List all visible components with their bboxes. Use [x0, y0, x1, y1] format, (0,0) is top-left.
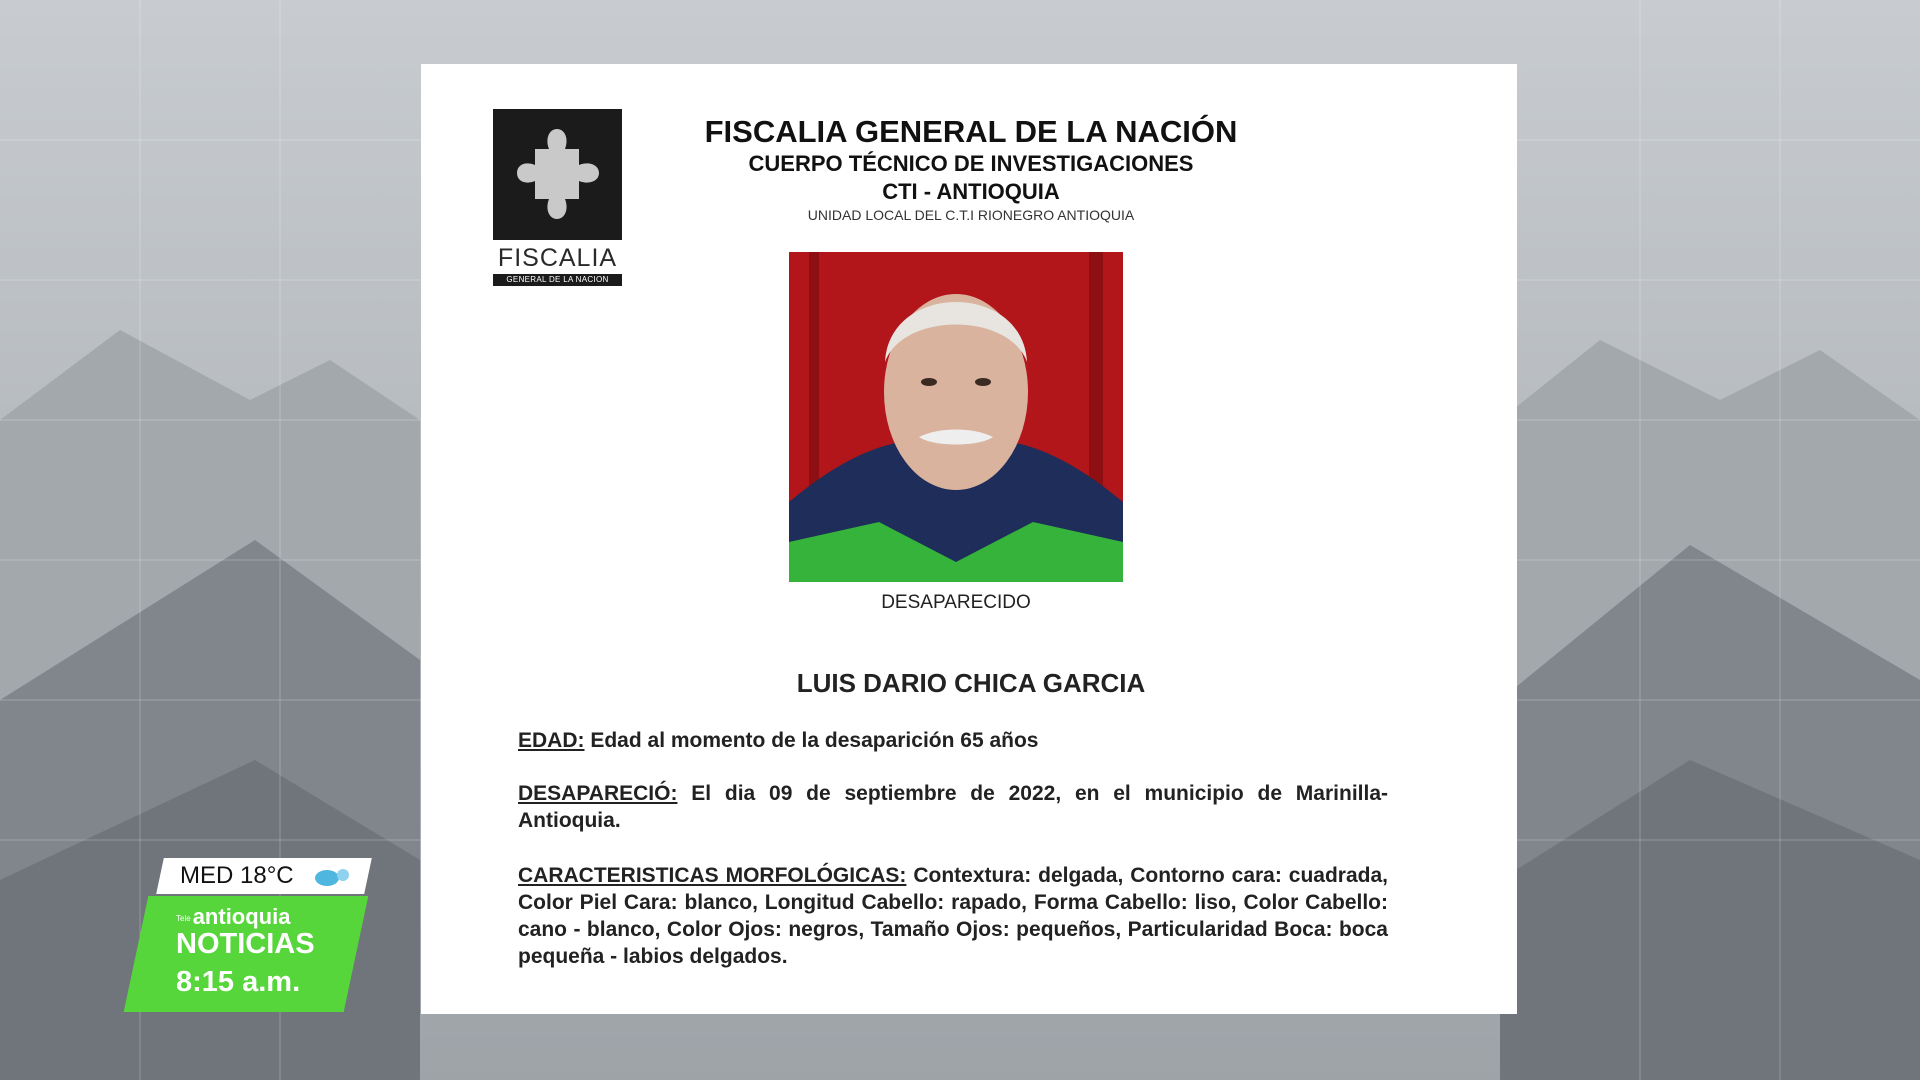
- broadcast-time: 8:15 a.m.: [176, 966, 301, 998]
- age-paragraph: [518, 727, 1388, 754]
- puzzle-piece-icon: [493, 109, 622, 240]
- traits-paragraph: [518, 862, 1388, 970]
- traits-label: CARACTERISTICAS MORFOLÓGICAS:: [518, 864, 907, 887]
- missing-label: DESAPARECIÓ:: [518, 782, 678, 805]
- person-name: LUIS DARIO CHICA GARCIA: [796, 668, 1146, 698]
- logo-word: FISCALIA: [497, 244, 618, 272]
- age-label: EDAD:: [518, 729, 585, 752]
- logo-subtitle: GENERAL DE LA NACION: [493, 274, 622, 286]
- header-region: CTI - ANTIOQUIA: [882, 179, 1060, 204]
- fiscalia-logo: [493, 109, 622, 291]
- channel-brand: [176, 904, 290, 930]
- missing-paragraph: [518, 780, 1388, 834]
- missing-text: El dia 09 de septiembre de 2022, en el municipio de Marinilla-Antioquia.: [518, 782, 1388, 832]
- header-subtitle: CUERPO TÉCNICO DE INVESTIGACIONES: [748, 151, 1194, 176]
- weather-readout: MED 18°C: [180, 862, 294, 889]
- program-name: NOTICIAS: [176, 928, 315, 960]
- age-text: Edad al momento de la desaparición 65 años: [584, 729, 1039, 752]
- partly-cloudy-icon: [313, 865, 353, 887]
- header-title: FISCALIA GENERAL DE LA NACIÓN: [704, 114, 1238, 149]
- missing-person-photo: [789, 252, 1123, 582]
- missing-person-notice: [421, 64, 1517, 1014]
- header-unit: UNIDAD LOCAL DEL C.T.I RIONEGRO ANTIOQUIA: [807, 207, 1135, 223]
- photo-caption: DESAPARECIDO: [881, 592, 1031, 613]
- brand-prefix: Tele: [176, 913, 191, 923]
- traits-text: Contextura: delgada, Contorno cara: cuadrada, Color Piel Cara: blanco, Longitud Cabello: rapado, Forma Cabello: liso, Color Cabello: cano - blanco, Color Ojos: negros, Tamaño Ojos: pequeños, Particularidad Boca: boca pequeña - labios delgados.: [518, 864, 1388, 968]
- brand-name: antioquia: [192, 904, 291, 929]
